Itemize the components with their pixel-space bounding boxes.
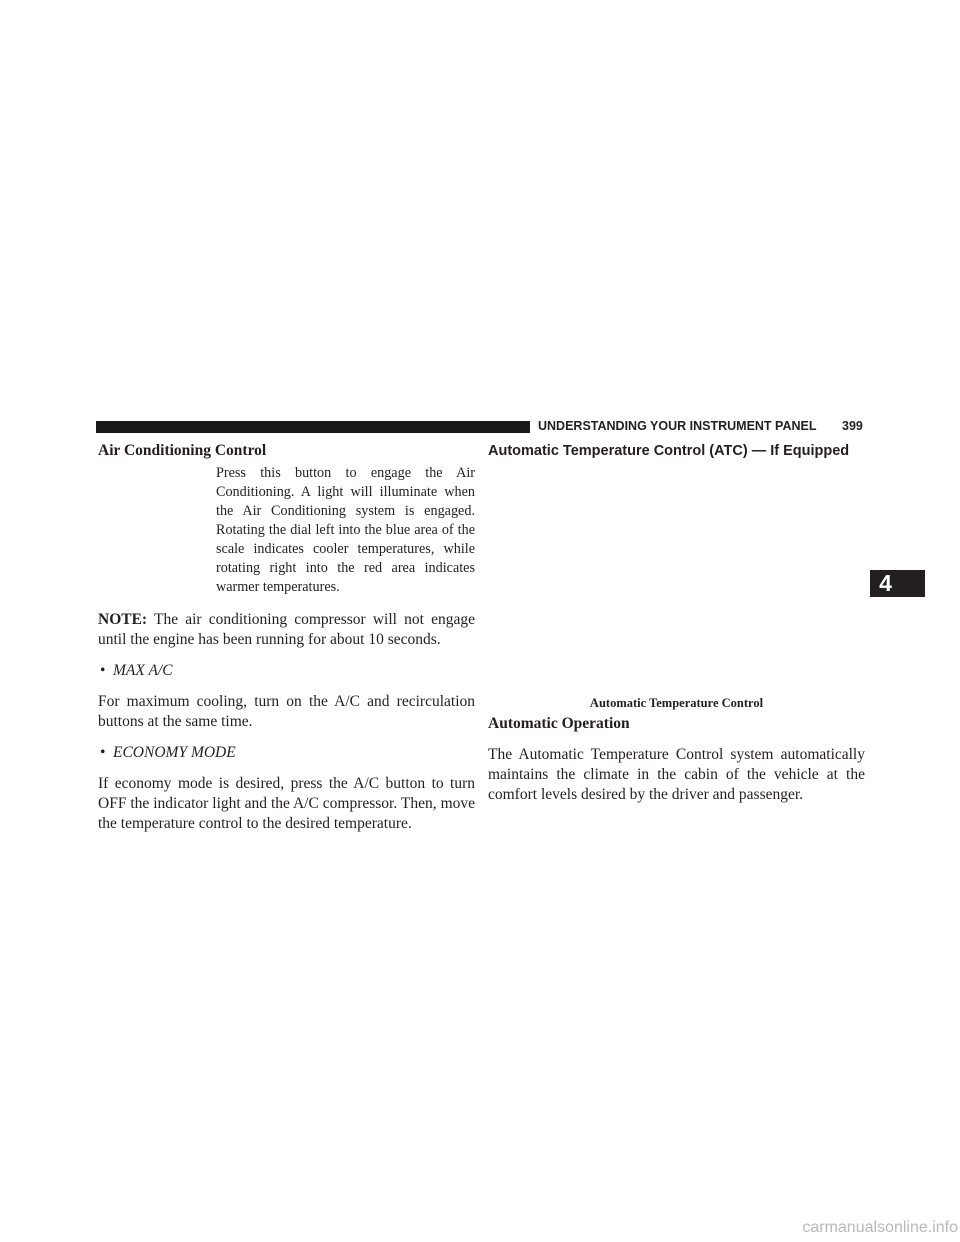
- right-column: [488, 440, 865, 805]
- ac-figure-block: [98, 464, 475, 600]
- watermark: carmanualsonline.info: [802, 1219, 958, 1236]
- atc-figure-caption: Automatic Temperature Control: [589, 696, 764, 710]
- running-header: UNDERSTANDING YOUR INSTRUMENT PANEL: [538, 419, 817, 433]
- atc-figure-image: [488, 462, 865, 694]
- ac-button-image: [98, 464, 206, 598]
- bullet-economy-mode: [98, 743, 475, 763]
- chapter-tab: [870, 570, 925, 597]
- note-text: The air conditioning compressor will not engage until the engine has been running for about 10 seconds.: [98, 611, 475, 648]
- bullet-max-ac-label: MAX A/C: [113, 662, 173, 679]
- chapter-number: 4: [879, 570, 892, 596]
- automatic-operation-paragraph: The Automatic Temperature Control system automatically maintains the climate in the cabin of the vehicle at the comfort levels desired by the driver and passenger.: [488, 746, 865, 803]
- bullet-economy-label: ECONOMY MODE: [113, 744, 236, 761]
- ac-figure-description: Press this button to engage the Air Conditioning. A light will illuminate when the Air Conditioning system is engaged. Rotating the dial left into the blue area of the scale indicates cooler temperatures, while rotating right into the red area indicates warmer temperatures.: [216, 465, 475, 595]
- header-rule: [96, 421, 530, 433]
- subheading-automatic-operation: Automatic Operation: [488, 715, 630, 732]
- page-number: 399: [842, 419, 863, 433]
- left-column: [98, 440, 475, 834]
- economy-paragraph: If economy mode is desired, press the A/C button to turn OFF the indicator light and the A/C compressor. Then, move the temperature control to the desired temperature.: [98, 775, 475, 832]
- section-heading-ac: Air Conditioning Control: [98, 442, 267, 459]
- bullet-dot: •: [100, 744, 106, 761]
- bullet-dot: •: [100, 662, 106, 679]
- note-label: NOTE:: [98, 611, 148, 628]
- max-ac-paragraph: For maximum cooling, turn on the A/C and recirculation buttons at the same time.: [98, 693, 475, 730]
- note-paragraph: [98, 610, 475, 650]
- bullet-max-ac: [98, 661, 475, 681]
- section-heading-atc: Automatic Temperature Control (ATC) — If Equipped: [488, 443, 850, 459]
